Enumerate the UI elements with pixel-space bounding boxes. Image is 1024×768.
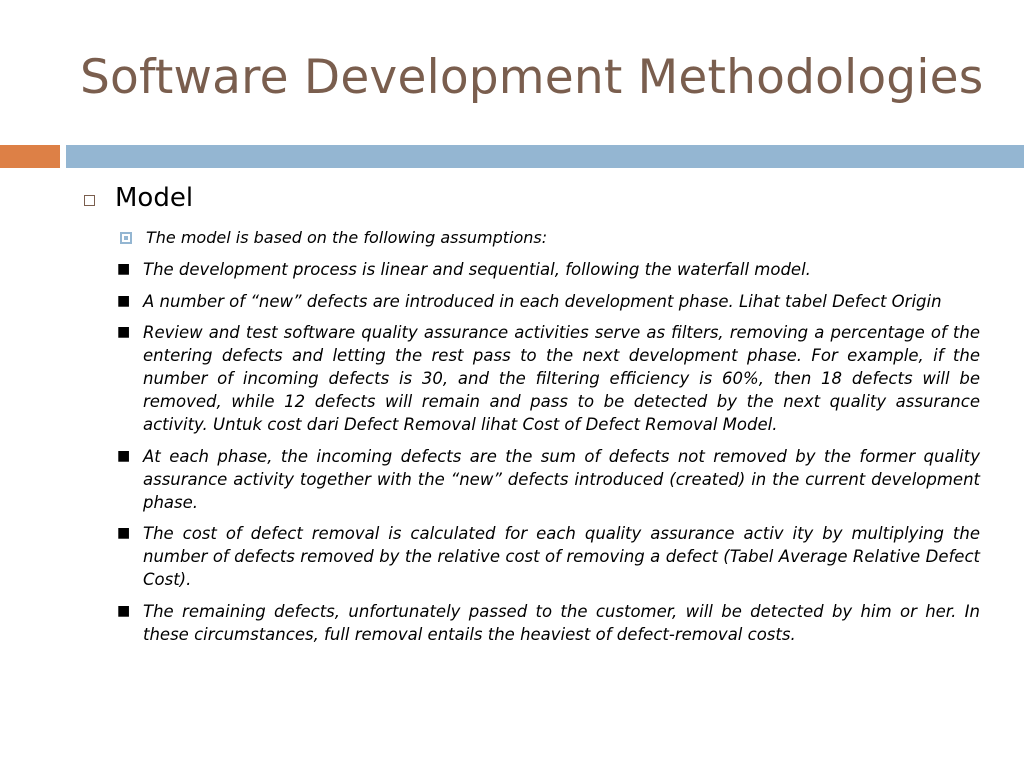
list-item <box>117 290 980 313</box>
list-item-text: The remaining defects, unfortunately passed to the customer, will be detected by him or her. In these circumstances, full removal entails the heaviest of defect-removal costs. <box>143 601 980 644</box>
list-item <box>117 321 980 436</box>
list-item-text: The development process is linear and sequential, following the waterfall model. <box>143 260 811 279</box>
list-item-text: At each phase, the incoming defects are the sum of defects not removed by the former quality assurance activity together with the “new” defects introduced (created) in the current development phase. <box>143 446 980 512</box>
bullet-icon: ■ <box>117 261 131 277</box>
list-item <box>117 258 980 281</box>
intro-text: The model is based on the following assumptions: <box>146 228 548 247</box>
bullet-icon: ■ <box>117 324 131 340</box>
bullet-icon: ■ <box>117 525 131 541</box>
square-bullet-icon <box>120 232 132 244</box>
bullet-icon: ■ <box>117 447 131 464</box>
list-item <box>117 522 980 591</box>
intro-row <box>120 228 547 247</box>
list-item-text: Review and test software quality assurance activities serve as filters, removing a percentage of the entering defects and letting the rest pass to the next development phase. For example, if the number of incoming defects is 30, and the filtering efficiency is 60%, then 18 defects will be removed, while 12 defects will remain and pass to be detected by the next quality assurance activity. Untuk cost dari Defect Removal lihat Cost of Defect Removal Model. <box>143 323 980 434</box>
bullet-icon: ■ <box>117 292 131 309</box>
accent-bar-orange <box>0 145 60 168</box>
heading-row <box>84 183 193 213</box>
list-item-text: A number of “new” defects are introduced in each development phase. Lihat tabel Defect Origin <box>143 291 942 311</box>
list-item <box>117 445 980 514</box>
bullet-icon: ■ <box>117 602 131 619</box>
box-bullet-icon <box>84 195 95 206</box>
section-heading: Model <box>115 183 194 213</box>
assumption-list <box>117 258 980 654</box>
slide-title: Software Development Methodologies <box>80 50 984 105</box>
list-item <box>117 600 980 646</box>
list-item-text: The cost of defect removal is calculated for each quality assurance activ ity by multiplying the number of defects removed by the relative cost of removing a defect (Tabel Average Relative Defect Cost). <box>143 524 980 589</box>
accent-bar-blue <box>66 145 1024 168</box>
